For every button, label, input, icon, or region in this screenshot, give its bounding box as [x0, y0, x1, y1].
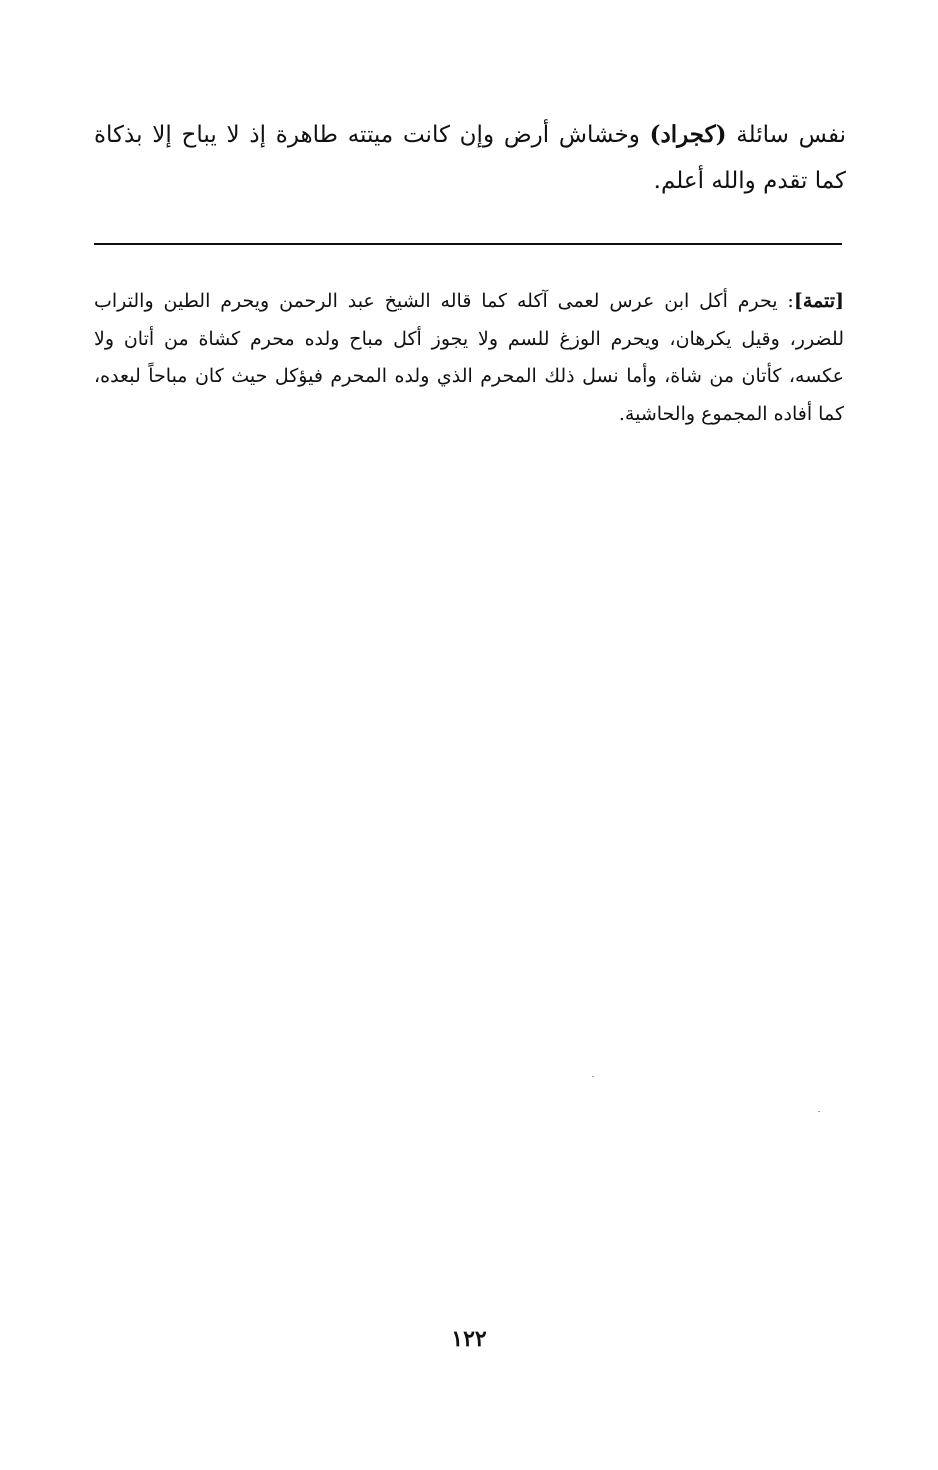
- footnote-label: [تتمة]: [793, 290, 844, 312]
- footnote-separator-rule: [94, 243, 842, 245]
- main-paragraph: [94, 112, 846, 204]
- main-text-part-2: وخشاش أرض وإن كانت ميتته طاهرة إذ لا يباح إلا بذكاة كما تقدم والله أعلم.: [94, 122, 846, 194]
- footnote-text: : يحرم أكل ابن عرس لعمى آكله كما قاله الشيخ عبد الرحمن ويحرم الطين والتراب للضرر، وقيل يكرهان، ويحرم الوزغ للسم ولا يجوز أكل مباح ولده محرم كشاة من أتان ولا عكسه، كأتان من شاة، وأما نسل ذلك المحرم الذي ولده المحرم فيؤكل حيث كان مباحاً لبعده، كما أفاده المجموع والحاشية.: [94, 290, 844, 425]
- scan-speck: [592, 1076, 594, 1077]
- scan-speck: [818, 1111, 820, 1112]
- main-text-bold-term: (كجراد): [649, 121, 727, 148]
- footnote-paragraph: [94, 283, 844, 433]
- main-text-part-1: نفس سائلة: [726, 122, 847, 148]
- page-number: ١٢٢: [451, 1326, 487, 1352]
